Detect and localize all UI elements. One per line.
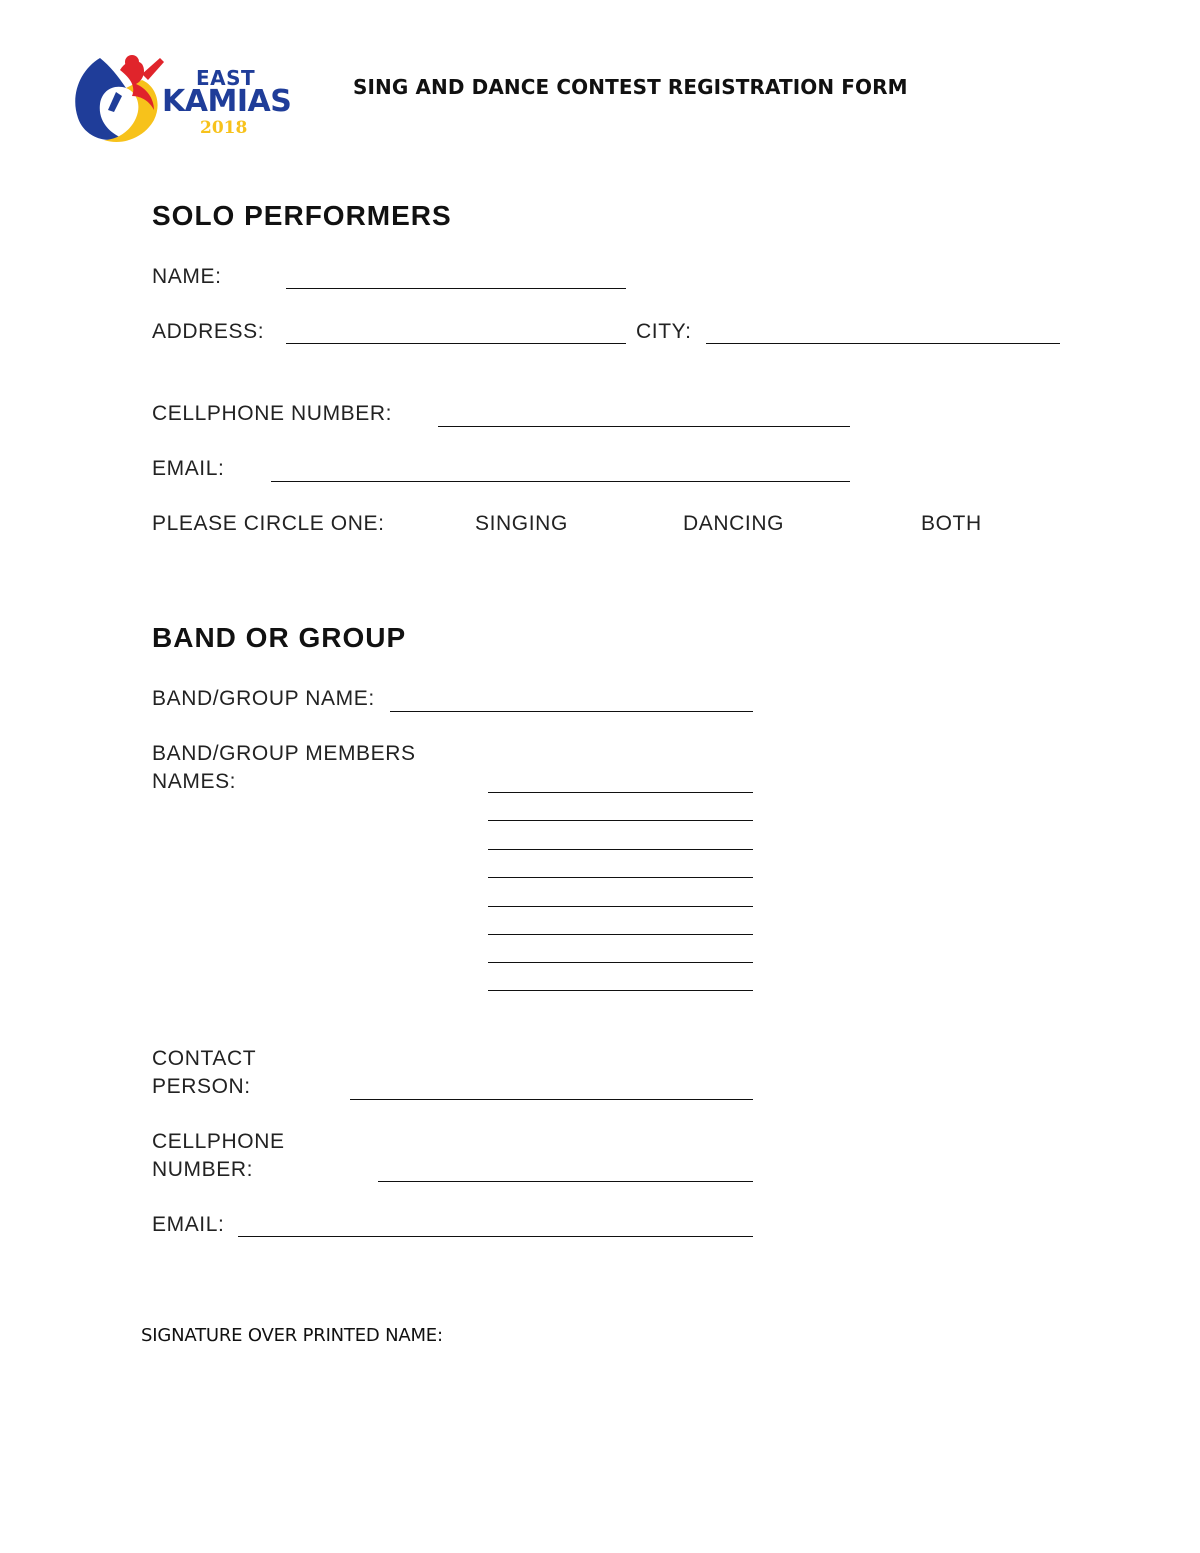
member-name-field[interactable] bbox=[488, 990, 753, 991]
band-cellphone-field[interactable] bbox=[378, 1181, 753, 1182]
solo-address-field[interactable] bbox=[286, 343, 626, 344]
logo-text-kamias: KAMIAS bbox=[162, 84, 292, 119]
solo-city-label: CITY: bbox=[636, 320, 692, 343]
solo-name-label: NAME: bbox=[152, 265, 222, 288]
signature-label: SIGNATURE OVER PRINTED NAME: bbox=[141, 1325, 443, 1346]
solo-city-field[interactable] bbox=[706, 343, 1060, 344]
solo-cellphone-label: CELLPHONE NUMBER: bbox=[152, 402, 393, 425]
solo-email-field[interactable] bbox=[271, 481, 850, 482]
solo-name-field[interactable] bbox=[286, 288, 626, 289]
member-name-field[interactable] bbox=[488, 820, 753, 821]
band-name-label: BAND/GROUP NAME: bbox=[152, 687, 375, 710]
option-dancing[interactable]: DANCING bbox=[683, 512, 785, 535]
band-name-field[interactable] bbox=[390, 711, 753, 712]
solo-cellphone-field[interactable] bbox=[438, 426, 850, 427]
band-members-label-line2: NAMES: bbox=[152, 770, 237, 793]
option-singing[interactable]: SINGING bbox=[475, 512, 568, 535]
member-name-field[interactable] bbox=[488, 792, 753, 793]
solo-address-label: ADDRESS: bbox=[152, 320, 265, 343]
event-logo bbox=[70, 40, 300, 150]
contact-person-field[interactable] bbox=[350, 1099, 753, 1100]
band-email-label: EMAIL: bbox=[152, 1213, 225, 1236]
member-name-field[interactable] bbox=[488, 877, 753, 878]
member-name-field[interactable] bbox=[488, 849, 753, 850]
solo-performers-heading: SOLO PERFORMERS bbox=[152, 200, 452, 231]
form-title: SING AND DANCE CONTEST REGISTRATION FORM bbox=[353, 75, 908, 99]
member-name-field[interactable] bbox=[488, 934, 753, 935]
band-members-label-line1: BAND/GROUP MEMBERS bbox=[152, 742, 416, 765]
logo-text-year: 2018 bbox=[200, 118, 248, 138]
contact-person-label-line1: CONTACT bbox=[152, 1047, 257, 1070]
member-name-field[interactable] bbox=[488, 962, 753, 963]
logo-text-east: EAST bbox=[196, 66, 256, 90]
band-group-heading: BAND OR GROUP bbox=[152, 622, 407, 653]
option-both[interactable]: BOTH bbox=[921, 512, 982, 535]
band-cellphone-label-line2: NUMBER: bbox=[152, 1158, 254, 1181]
band-cellphone-label-line1: CELLPHONE bbox=[152, 1130, 285, 1153]
member-name-field[interactable] bbox=[488, 906, 753, 907]
solo-email-label: EMAIL: bbox=[152, 457, 225, 480]
band-email-field[interactable] bbox=[238, 1236, 753, 1237]
contact-person-label-line2: PERSON: bbox=[152, 1075, 251, 1098]
circle-one-label: PLEASE CIRCLE ONE: bbox=[152, 512, 385, 535]
